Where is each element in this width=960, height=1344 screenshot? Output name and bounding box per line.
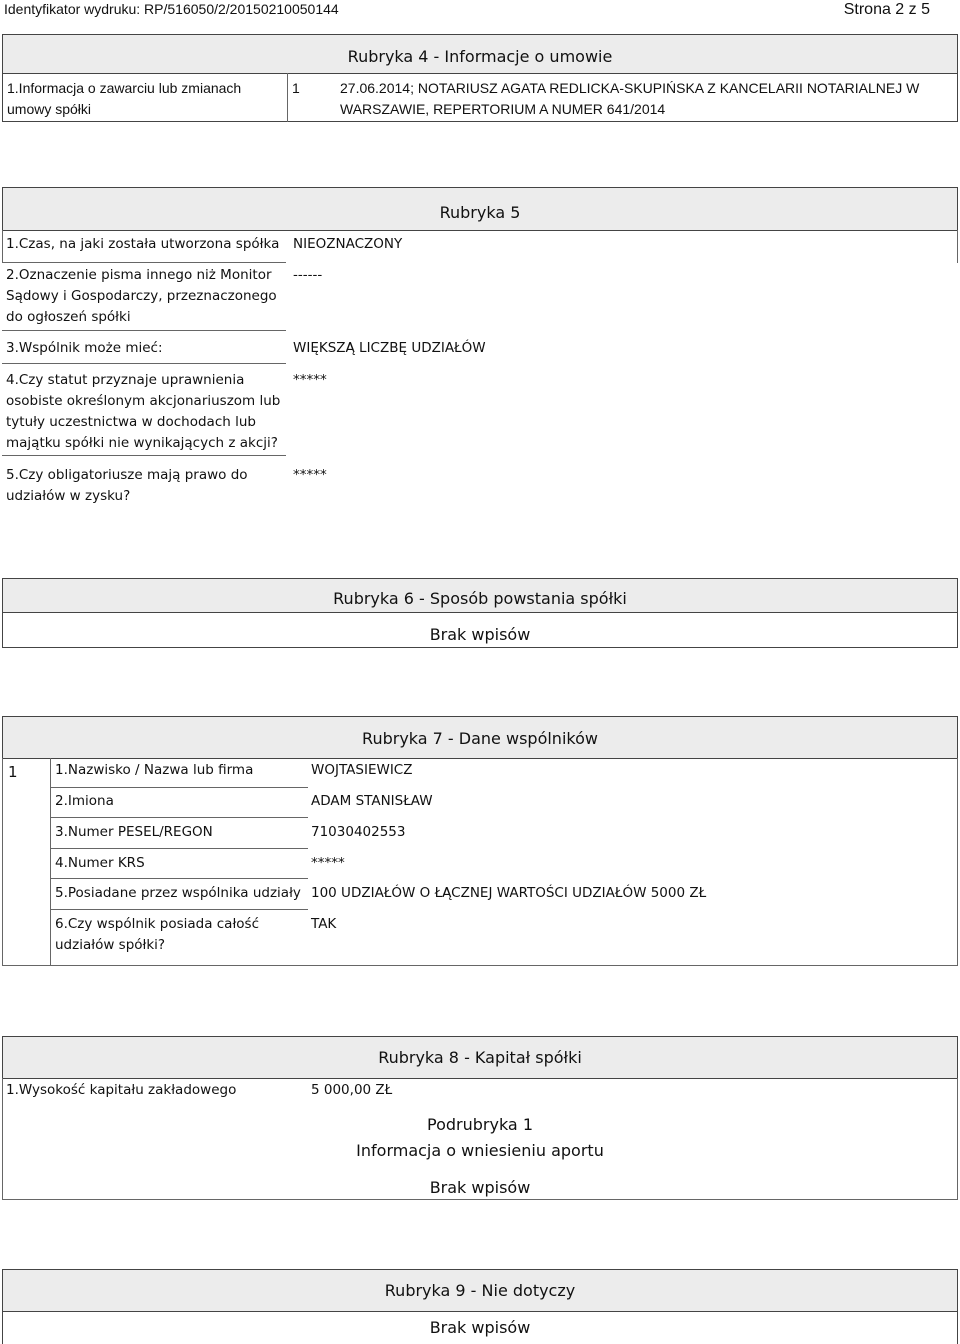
rubryka5-label-4: 4.Czy statut przyznaje uprawnienia osobiste określonym akcjonariuszom lub tytuły uczestnictwa w dochodach lub majątku spółki nie wynikających z akcji? [6,372,281,451]
print-identifier: Identyfikator wydruku: RP/516050/2/20150210050144 [4,1,339,17]
rubryka5-value-3: WIĘKSZĄ LICZBĘ UDZIAŁÓW [293,340,486,356]
rubryka6-empty: Brak wpisów [429,625,531,644]
podrubryka1-empty: Brak wpisów [429,1178,531,1197]
rubryka5-label-5: 5.Czy obligatoriusze mają prawo do udziałów w zysku? [6,467,248,504]
rubryka8-label: 1.Wysokość kapitału zakładowego [6,1082,237,1098]
rubryka7-label-1: 1.Nazwisko / Nazwa lub firma [55,762,254,778]
rubryka7-label-4: 4.Numer KRS [55,855,145,871]
rubryka5-label-2: 2.Oznaczenie pisma innego niż Monitor Sądowy i Gospodarczy, przeznaczonego do ogłoszeń spółki [6,267,277,325]
rubryka4-label: 1.Informacja o zawarciu lub zmianach umowy spółki [7,80,242,117]
rubryka7-value-4: ***** [311,855,345,871]
rubryka5-title: Rubryka 5 [439,203,521,222]
rubryka7-label-6: 6.Czy wspólnik posiada całość udziałów spółki? [55,916,260,953]
rubryka5-label-1: 1.Czas, na jaki została utworzona spółka [6,236,280,252]
rubryka7-value-6: TAK [311,916,337,932]
rubryka7-label-5: 5.Posiadane przez wspólnika udziały [55,885,301,901]
rubryka7-value-3: 71030402553 [311,824,406,840]
rubryka8-title: Rubryka 8 - Kapitał spółki [378,1048,582,1067]
podrubryka1-title: Podrubryka 1 [427,1115,533,1134]
rubryka4-value: 27.06.2014; NOTARIUSZ AGATA REDLICKA-SKUPIŃSKA Z KANCELARII NOTARIALNEJ W WARSZAWIE, REPERTORIUM A NUMER 641/2014 [340,80,920,117]
rubryka7-value-2: ADAM STANISŁAW [311,793,433,809]
rubryka6-title: Rubryka 6 - Sposób powstania spółki [333,589,627,608]
podrubryka1-subtitle: Informacja o wniesieniu aportu [356,1141,604,1160]
rubryka5-value-2: ------ [293,267,323,283]
rubryka7-title: Rubryka 7 - Dane wspólników [362,729,598,748]
rubryka8-value: 5 000,00 ZŁ [311,1082,393,1098]
rubryka5-value-1: NIEOZNACZONY [293,236,403,252]
rubryka5-value-4: ***** [293,372,327,388]
rubryka4-title: Rubryka 4 - Informacje o umowie [347,47,613,66]
rubryka7-value-5: 100 UDZIAŁÓW O ŁĄCZNEJ WARTOŚCI UDZIAŁÓW 5000 ZŁ [311,885,707,901]
rubryka7-label-3: 3.Numer PESEL/REGON [55,824,213,840]
rubryka9-empty: Brak wpisów [429,1318,531,1337]
rubryka7-number: 1 [8,763,18,781]
rubryka7-value-1: WOJTASIEWICZ [311,762,413,778]
rubryka5-value-5: ***** [293,467,327,483]
page-number: Strona 2 z 5 [843,1,930,18]
rubryka9-title: Rubryka 9 - Nie dotyczy [384,1281,576,1300]
rubryka4-number: 1 [292,80,300,96]
rubryka5-label-3: 3.Wspólnik może mieć: [6,340,163,356]
rubryka7-label-2: 2.Imiona [55,793,114,809]
